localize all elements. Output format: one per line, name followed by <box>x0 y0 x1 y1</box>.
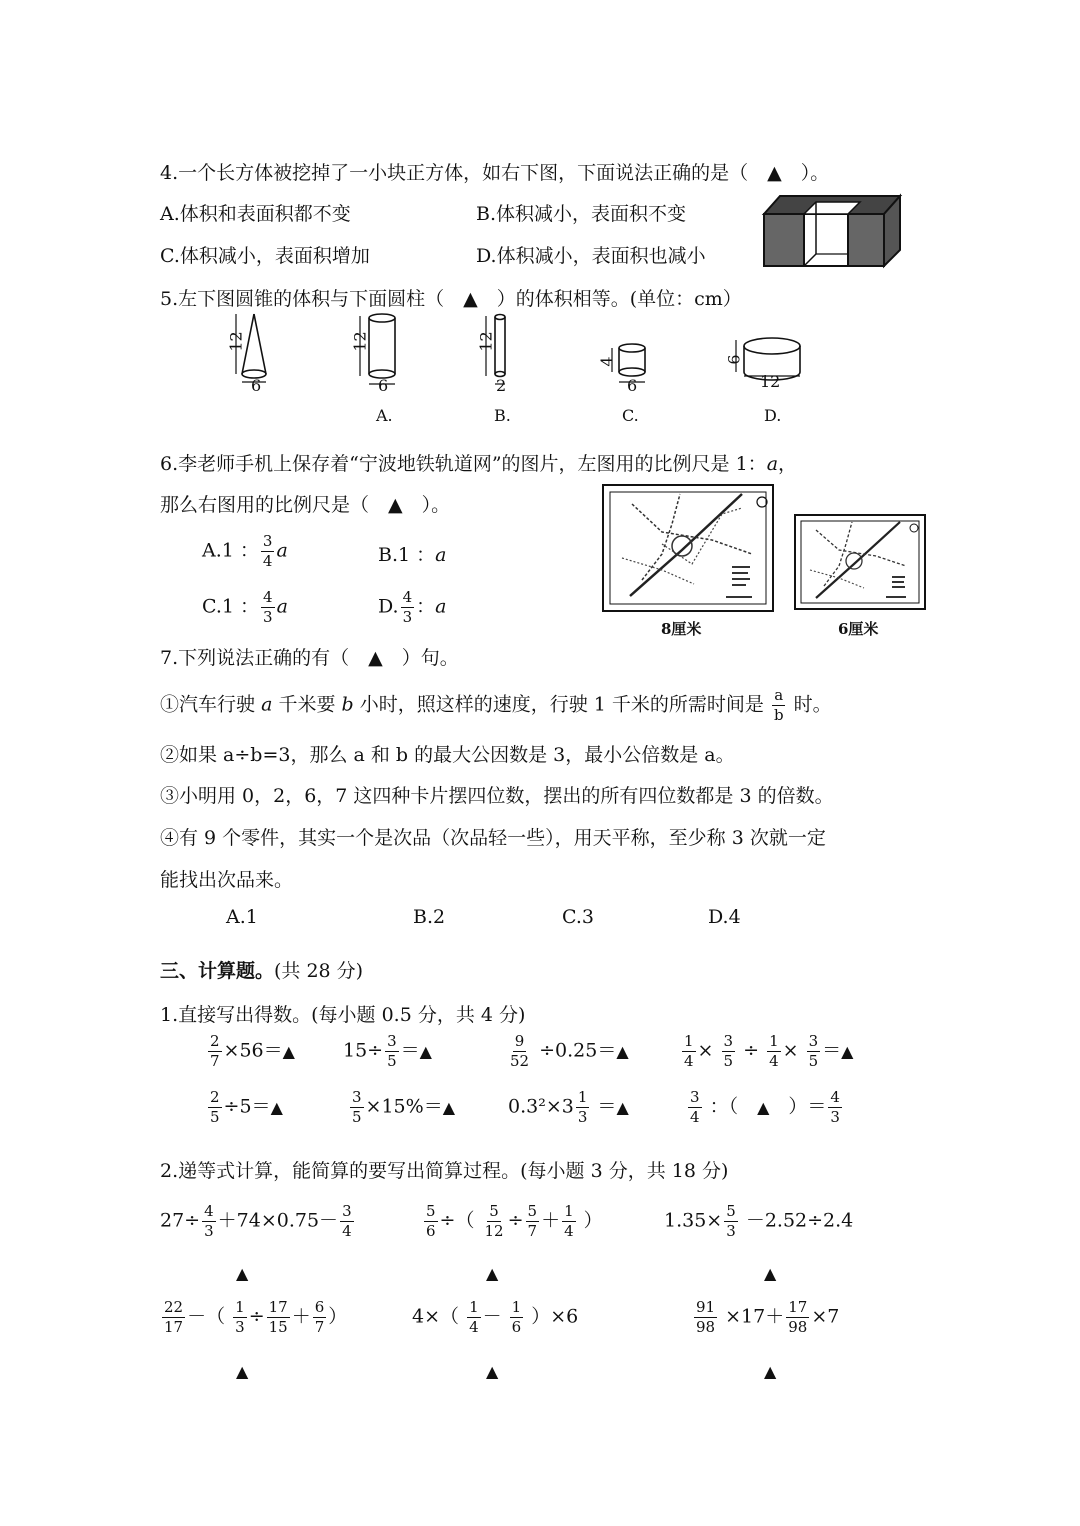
calc2-answer-4 <box>236 1360 248 1382</box>
calc2-answer-3 <box>764 1262 776 1284</box>
q7-option-c: C.3 <box>562 906 594 928</box>
q6-stem-end: ， <box>778 453 798 475</box>
q6-option-c <box>202 590 288 625</box>
q6-a-prefix: A.1 ： <box>202 539 259 562</box>
q4-cuboid-figure <box>760 192 905 270</box>
q6-stem-line1 <box>160 449 797 476</box>
q6-option-a <box>202 534 288 569</box>
calc2-item-1: 27÷ $\frac{4}{3}$ ＋74×0.75－ $\frac{3}{4}$ <box>160 1202 352 1240</box>
q7-s1-b: b <box>341 693 354 716</box>
q5-cylinder-c-diameter: 6 <box>627 376 638 395</box>
q4-option-c: C.体积减小，表面积增加 <box>160 245 370 267</box>
q5-option-a-label: A. <box>376 406 393 425</box>
q6-stem-var: a <box>766 453 779 475</box>
q7-s1-fraction <box>772 688 786 723</box>
q5-option-c-label: C. <box>622 406 639 425</box>
q6-option-d <box>378 590 447 625</box>
q6-d-prefix: D. <box>378 595 399 618</box>
q4-stem: 4.一个长方体被挖掉了一小块正方体，如右下图，下面说法正确的是（ ▲ ）。 <box>160 162 830 184</box>
q5-cylinder-a-diameter: 6 <box>378 376 389 395</box>
answer-blank: ▲ <box>764 1362 777 1381</box>
calc2-answer-6 <box>764 1360 776 1382</box>
q6-d-fraction <box>401 590 415 625</box>
q7-statement-4-line1: ④有 9 个零件，其实一个是次品（次品轻一些），用天平称，至少称 3 次就一定 <box>160 827 826 849</box>
q4-option-d: D.体积减小，表面积也减小 <box>476 245 706 267</box>
q6-a-var: a <box>276 539 288 562</box>
q5-cylinder-c-height: 4 <box>597 356 617 367</box>
answer-blank: ▲ <box>764 1264 777 1283</box>
calc1-item-2: 15÷ $\frac{3}{5}$ ＝▲ <box>343 1032 432 1070</box>
answer-blank: ▲ <box>236 1264 249 1283</box>
answer-blank: ▲ <box>442 1097 456 1117</box>
q6-d-num: 4 <box>402 588 413 606</box>
q6-d-suffix: ： <box>416 595 436 618</box>
q6-b-prefix: B.1 ： <box>378 544 436 566</box>
q6-d-var: a <box>435 595 447 618</box>
q6-option-b <box>378 540 446 567</box>
q6-map-left-caption: 8厘米 <box>661 620 702 638</box>
calc1-item-6: $\frac{3}{5}$ ×15%＝▲ <box>352 1088 456 1126</box>
q5-cylinder-d-height: 6 <box>724 354 744 365</box>
answer-blank: ▲ <box>236 1362 249 1381</box>
calc1-item-5: $\frac{2}{5}$ ÷5＝▲ <box>210 1088 283 1126</box>
q4-option-a: A.体积和表面积都不变 <box>160 203 351 225</box>
q6-a-fraction <box>261 534 275 569</box>
calc2-item-4: $\frac{22}{17}$ －（ $\frac{1}{3}$ ÷ $\frac{17}{15}$ ＋ $\frac{6}{7}$ ） <box>164 1298 348 1336</box>
q6-a-den: 4 <box>262 552 273 570</box>
q6-d-den: 3 <box>402 608 413 626</box>
section-3-title: 三、计算题。 <box>160 960 275 982</box>
q7-s1-mid: 千米要 <box>278 693 336 716</box>
calc2-answer-5 <box>486 1360 498 1382</box>
q7-option-b: B.2 <box>413 906 446 928</box>
q6-c-fraction <box>261 590 275 625</box>
q6-c-var: a <box>276 595 288 618</box>
q5-stem: 5.左下图圆锥的体积与下面圆柱（ ▲ ）的体积相等。(单位：cm） <box>160 288 742 310</box>
q7-statement-3: ③小明用 0，2，6，7 这四种卡片摆四位数，摆出的所有四位数都是 3 的倍数。 <box>160 785 834 807</box>
q7-s1-pre: ①汽车行驶 <box>160 693 256 716</box>
q7-s1-a: a <box>261 693 273 716</box>
answer-blank: ▲ <box>486 1264 499 1283</box>
q6-a-num: 3 <box>262 532 273 550</box>
answer-blank: ▲ <box>419 1041 432 1061</box>
q7-s1-post: 小时，照这样的速度，行驶 1 千米的所需时间是 <box>359 693 764 716</box>
q6-c-den: 3 <box>263 608 273 626</box>
answer-blank: ▲ <box>616 1041 629 1061</box>
answer-blank: ▲ <box>616 1097 629 1117</box>
q6-b-var: a <box>435 544 447 566</box>
answer-blank: ▲ <box>282 1041 295 1061</box>
q5-cone-diameter: 6 <box>251 376 262 395</box>
q5-cylinder-b-height: 12 <box>476 331 496 352</box>
calc2-item-5: 4×（ $\frac{1}{4}$ － $\frac{1}{6}$ ）×6 <box>412 1298 579 1336</box>
q6-c-prefix: C.1 ： <box>202 595 260 618</box>
q7-s1-end: 时。 <box>793 693 832 716</box>
calc2-title: 2.递等式计算，能简算的要写出简算过程。(每小题 3 分，共 18 分) <box>160 1160 729 1182</box>
answer-blank: ▲ <box>486 1362 499 1381</box>
q7-s1-den: b <box>773 706 784 724</box>
calc1-item-1: $\frac{2}{7}$ ×56＝▲ <box>210 1032 295 1070</box>
q7-statement-2: ②如果 a÷b=3，那么 a 和 b 的最大公因数是 3，最小公倍数是 a。 <box>160 744 735 766</box>
q7-s1-num: a <box>774 686 784 704</box>
section-3-score: (共 28 分) <box>274 960 364 982</box>
q7-statement-1 <box>160 688 832 723</box>
q4-option-b: B.体积减小，表面积不变 <box>476 203 687 225</box>
calc2-item-3: 1.35× $\frac{5}{3}$ －2.52÷2.4 <box>664 1202 854 1240</box>
q7-option-a: A.1 <box>226 906 258 928</box>
q6-map-right <box>794 514 926 610</box>
calc1-item-3: $\frac{9}{52}$ ÷0.25＝▲ <box>510 1032 629 1070</box>
q6-map-right-caption: 6厘米 <box>838 620 879 638</box>
calc1-item-7: 0.3²×3 $\frac{1}{3}$ ＝▲ <box>508 1088 629 1126</box>
q5-cone-height: 12 <box>226 331 246 352</box>
q5-cylinder-b-diameter: 2 <box>496 376 507 395</box>
q7-statement-4-line2: 能找出次品来。 <box>160 869 294 891</box>
q5-cylinder-d-diameter: 12 <box>760 372 781 391</box>
answer-blank: ▲ <box>270 1097 283 1117</box>
q6-stem-text: 6.李老师手机上保存着“宁波地铁轨道网”的图片，左图用的比例尺是 1： <box>160 453 767 475</box>
calc1-item-4: $\frac{1}{4}$ × $\frac{3}{5}$ ÷ $\frac{1}{4}$ × $\frac{3}{5}$ ＝▲ <box>684 1032 854 1070</box>
calc2-answer-1 <box>236 1262 248 1284</box>
q5-cylinder-a-height: 12 <box>350 331 370 352</box>
q6-map-left <box>602 484 774 612</box>
q5-option-d-label: D. <box>764 406 782 425</box>
q6-stem-line2: 那么右图用的比例尺是（ ▲ ）。 <box>160 494 451 516</box>
q5-option-b-label: B. <box>494 406 511 425</box>
calc1-title: 1.直接写出得数。(每小题 0.5 分，共 4 分) <box>160 1004 526 1026</box>
answer-blank: ▲ <box>841 1041 854 1061</box>
calc2-item-2: $\frac{5}{6}$ ÷（ $\frac{5}{12}$ ÷ $\frac{5}{7}$ ＋ $\frac{1}{4}$ ） <box>426 1202 603 1240</box>
calc2-item-6: $\frac{91}{98}$ ×17＋ $\frac{17}{98}$ ×7 <box>696 1298 840 1336</box>
answer-blank: ▲ <box>757 1097 770 1117</box>
q5-cylinder-a-figure <box>352 312 402 392</box>
q7-stem: 7.下列说法正确的有（ ▲ ）句。 <box>160 647 459 669</box>
calc2-answer-2 <box>486 1262 498 1284</box>
q7-option-d: D.4 <box>708 906 741 928</box>
calc1-item-8: $\frac{3}{4}$ ：（ ▲ ）＝ $\frac{4}{3}$ <box>690 1088 840 1126</box>
section-3-heading <box>160 956 363 983</box>
q6-c-num: 4 <box>263 588 273 606</box>
